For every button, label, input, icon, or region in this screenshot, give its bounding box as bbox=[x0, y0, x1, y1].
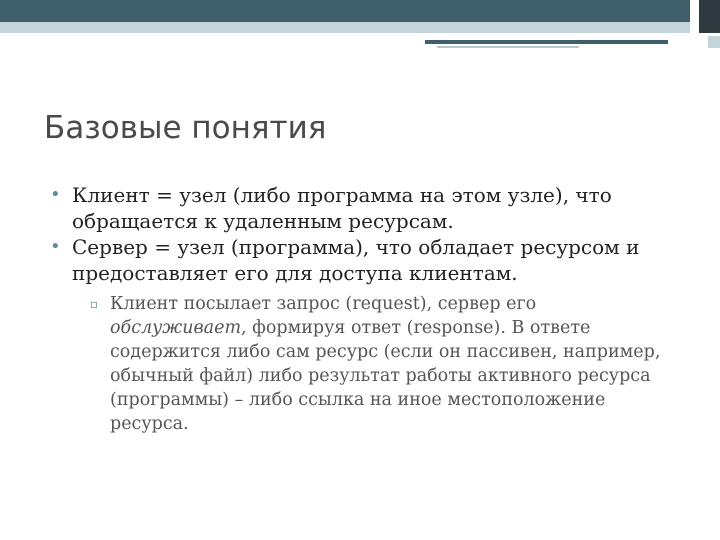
bullet-item-server bbox=[50, 234, 690, 286]
sub-bullet-part2: , формируя ответ (response). В ответе содержится либо сам ресурс (если он пассивен, например, обычный файл) либо результат работы активного ресурса (программы) – либо ссылка на иное местоположение ресурса. bbox=[110, 318, 661, 434]
bullet-icon: • bbox=[50, 236, 61, 257]
slide-title: Базовые понятия bbox=[44, 110, 327, 146]
sub-bullet-icon: ▫ bbox=[90, 297, 99, 311]
slide-content bbox=[50, 182, 690, 436]
sub-bullet-text bbox=[110, 292, 670, 436]
bullet-text: Сервер = узел (программа), что обладает ресурсом и предоставляет его для доступа клиентам. bbox=[72, 235, 640, 285]
corner-block-light bbox=[708, 36, 720, 48]
header-band-light bbox=[0, 22, 690, 33]
sub-bullet-item bbox=[90, 292, 690, 436]
header-band-dark bbox=[0, 0, 690, 22]
sub-bullet-part1: Клиент посылает запрос (request), сервер его bbox=[110, 294, 537, 314]
sub-bullet-emphasis: обслуживает bbox=[110, 318, 242, 338]
bullet-icon: • bbox=[50, 184, 61, 205]
decorative-line bbox=[425, 40, 668, 44]
decorative-line-thin bbox=[437, 46, 579, 48]
bullet-item-client bbox=[50, 182, 690, 234]
corner-block-dark bbox=[699, 0, 720, 33]
bullet-text: Клиент = узел (либо программа на этом узле), что обращается к удаленным ресурсам. bbox=[72, 183, 612, 233]
